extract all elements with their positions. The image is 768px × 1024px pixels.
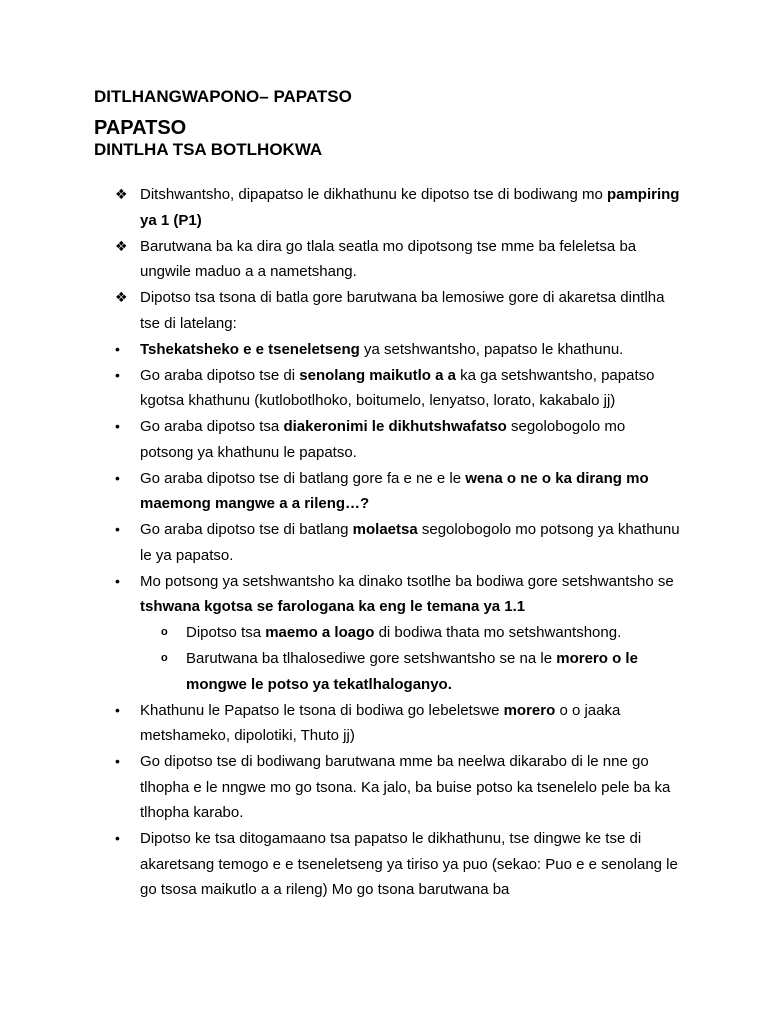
item-emphasis: molaetsa — [352, 521, 418, 538]
bullet-icon: • — [115, 340, 120, 357]
item-emphasis: wena o ne o ka dirang mo maemong mangwe a a rileng…? — [140, 469, 649, 512]
list-item — [0, 569, 680, 620]
diamond-bullet-icon: ❖ — [115, 237, 128, 254]
bullet-icon: • — [115, 418, 120, 434]
circle-bullet-icon: o — [161, 652, 168, 664]
item-emphasis: diakeronimi le dikhutshwafatso — [283, 418, 507, 435]
sub-list-item — [0, 620, 680, 646]
item-emphasis: morero — [503, 701, 556, 719]
notes-list — [0, 182, 768, 903]
circle-bullet-icon: o — [161, 626, 168, 638]
section-subtitle: DINTLHA TSA BOTLHOKWA — [94, 140, 323, 159]
document-heading: DITLHANGWAPONO– PAPATSO — [94, 87, 352, 106]
list-item — [0, 466, 680, 517]
bullet-icon: • — [115, 366, 120, 383]
sub-list-item — [0, 646, 680, 697]
item-text: Go araba dipotso tse di — [140, 366, 300, 384]
bullet-icon: • — [115, 701, 120, 718]
diamond-bullet-icon: ❖ — [115, 186, 128, 202]
item-emphasis: pampiring ya 1 (P1) — [140, 186, 680, 229]
item-emphasis: maemo a loago — [265, 624, 375, 641]
list-item — [0, 182, 680, 233]
item-text: Go araba dipotso tsa — [140, 418, 284, 435]
item-text: segolobogolo mo potsong ya khathunu le ya papatso. — [140, 521, 680, 564]
item-text: Khathunu le Papatso le tsona di bodiwa go lebeletswe — [140, 701, 504, 719]
item-text: ka ga setshwantsho, papatso kgotsa khathunu (kutlobotlhoko, boitumelo, lenyatso, lorato, kakabalo jj) — [140, 366, 655, 409]
item-text: Barutwana ba tlhalosediwe gore setshwantsho se na le — [186, 650, 557, 667]
list-item — [0, 414, 680, 465]
item-text: Ditshwantsho, dipapatso le dikhathunu ke dipotso tse di bodiwang mo — [140, 186, 607, 203]
list-item — [0, 749, 680, 826]
list-item — [0, 234, 680, 285]
item-text: Go araba dipotso tse di batlang — [140, 521, 353, 538]
item-text: segolobogolo mo potsong ya khathunu le papatso. — [140, 418, 626, 461]
list-item — [0, 285, 680, 336]
item-text: o o jaaka metshameko, dipolotiki, Thuto jj) — [140, 701, 621, 744]
diamond-bullet-icon: ❖ — [115, 289, 128, 305]
list-item — [0, 517, 680, 568]
item-text: Barutwana ba ka dira go tlala seatla mo dipotsong tse mme ba feleletsa ba ungwile maduo a a nametshang. — [140, 237, 637, 280]
item-text: Go dipotso tse di bodiwang barutwana mme ba neelwa dikarabo di le nne go tlhopha e le nngwe mo go tsona. Ka jalo, ba buise potso ka tsenelelo pele ba ka tlhopha karabo. — [140, 753, 671, 821]
item-emphasis: senolang maikutlo a a — [299, 366, 456, 384]
bullet-icon: • — [115, 521, 120, 537]
page-title: PAPATSO — [94, 117, 187, 139]
bullet-icon: • — [115, 830, 120, 846]
item-text: Mo potsong ya setshwantsho ka dinako tsotlhe ba bodiwa gore setshwantsho se — [140, 572, 674, 590]
item-text: Dipotso tsa — [186, 624, 266, 641]
bullet-icon: • — [115, 469, 120, 486]
item-text: Dipotso tsa tsona di batla gore barutwana ba lemosiwe gore di akaretsa dintlha tse di latelang: — [140, 289, 665, 332]
item-text: Go araba dipotso tse di batlang gore fa e ne e le — [140, 469, 466, 487]
bullet-icon: • — [115, 572, 120, 589]
item-emphasis: tshwana kgotsa se farologana ka eng le temana ya 1.1 — [140, 598, 526, 615]
item-text: ya setshwantsho, papatso le khathunu. — [359, 340, 624, 358]
list-item — [0, 826, 680, 903]
list-item — [0, 698, 680, 749]
item-emphasis: morero o le mongwe le potso ya tekatlhaloganyo. — [186, 650, 638, 693]
item-text: di bodiwa thata mo setshwantshong. — [374, 624, 622, 641]
item-emphasis: Tshekatsheko e e tseneletseng — [140, 340, 360, 358]
list-item — [0, 337, 680, 363]
bullet-icon: • — [115, 753, 120, 769]
list-item — [0, 363, 680, 414]
item-text: Dipotso ke tsa ditogamaano tsa papatso le dikhathunu, tse dingwe ke tse di akaretsang temogo e e tseneletseng ya tiriso ya puo (sekao: Puo e e senolang le go tsosa maikutlo a a rileng) Mo go tsona barutwana ba — [140, 830, 678, 898]
